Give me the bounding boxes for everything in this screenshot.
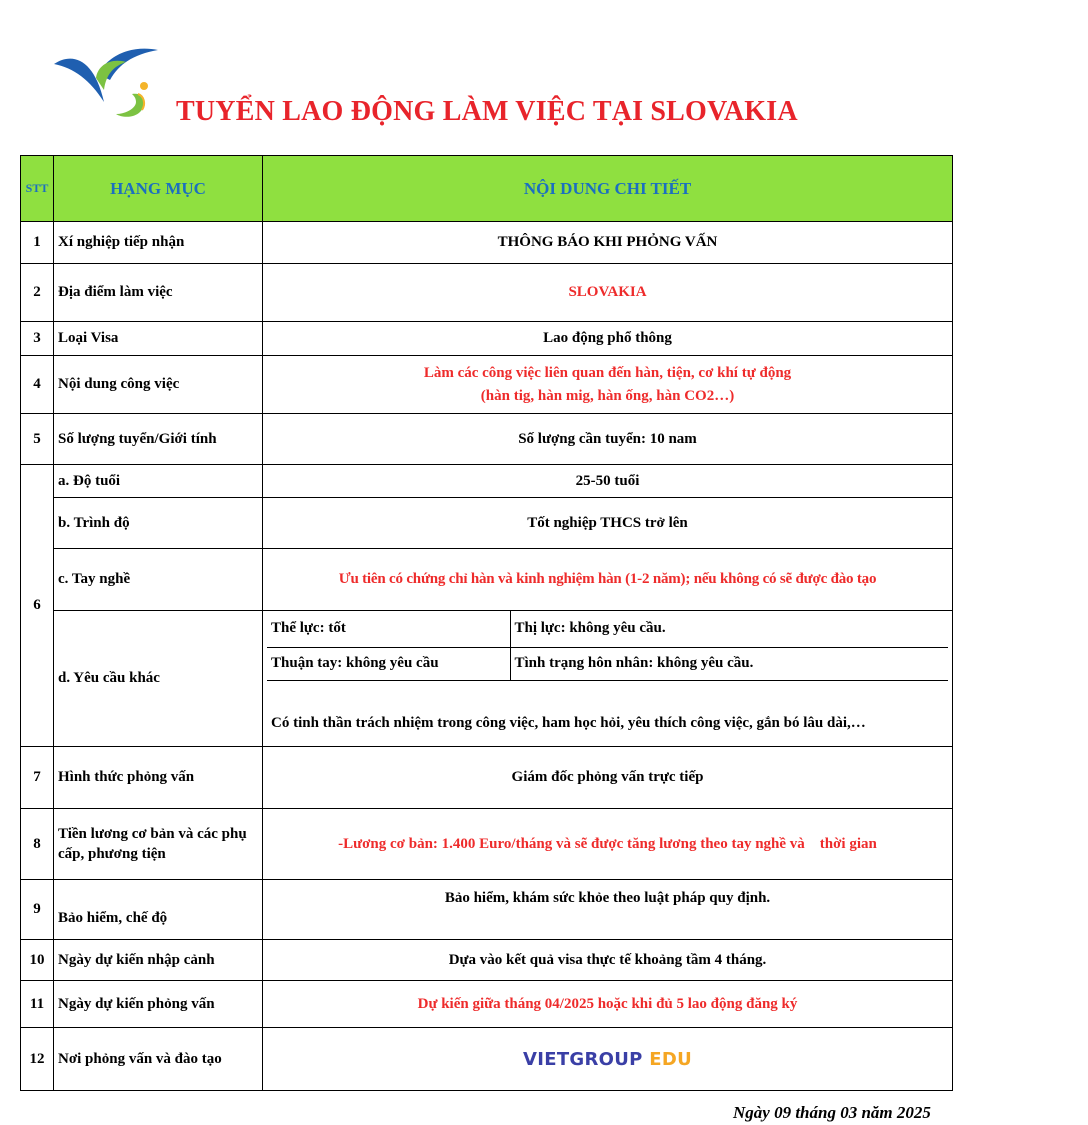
table-row <box>21 222 953 264</box>
table-row <box>21 498 953 549</box>
requirement-education-value: Tốt nghiệp THCS trở lên <box>263 498 953 549</box>
table-row <box>21 549 953 611</box>
row-number: 4 <box>21 356 54 414</box>
row-number: 6 <box>21 465 54 747</box>
logo-swoosh <box>116 94 145 117</box>
row-value: THÔNG BÁO KHI PHỎNG VẤN <box>263 222 953 264</box>
row-label: Nội dung công việc <box>54 356 263 414</box>
row-number: 12 <box>21 1028 54 1091</box>
row-number: 2 <box>21 264 54 322</box>
row-value <box>263 1028 953 1091</box>
row-value: Dự kiến giữa tháng 04/2025 hoặc khi đủ 5 lao động đăng ký <box>263 981 953 1028</box>
job-details-table <box>20 155 953 1091</box>
row-number: 8 <box>21 809 54 880</box>
requirement-other-detail <box>263 611 953 747</box>
row-number: 3 <box>21 322 54 356</box>
job-description-line-1: Làm các công việc liên quan đến hàn, tiện, cơ khí tự động <box>423 364 792 381</box>
table-row <box>21 465 953 498</box>
page-title: TUYỂN LAO ĐỘNG LÀM VIỆC TẠI SLOVAKIA <box>176 96 798 127</box>
table-header-row <box>21 156 953 222</box>
row-label: Tiền lương cơ bản và các phụ cấp, phương tiện <box>54 809 263 880</box>
requirement-attitude: Có tinh thần trách nhiệm trong công việc, ham học hỏi, yêu thích công việc, gắn bó lâu dài,… <box>271 714 866 731</box>
requirement-eyesight: Thị lực: không yêu cầu. <box>510 611 948 647</box>
row-number: 1 <box>21 222 54 264</box>
row-label: Nơi phỏng vấn và đào tạo <box>54 1028 263 1091</box>
brand-edu: EDU <box>649 1048 692 1070</box>
row-number: 11 <box>21 981 54 1028</box>
row-label: Hình thức phỏng vấn <box>54 747 263 809</box>
row-value: Bảo hiểm, khám sức khỏe theo luật pháp quy định. <box>263 880 953 940</box>
row-label: Loại Visa <box>54 322 263 356</box>
row-number: 7 <box>21 747 54 809</box>
row-number: 5 <box>21 414 54 465</box>
table-row <box>21 747 953 809</box>
row-value <box>263 356 953 414</box>
logo-dot <box>140 82 148 90</box>
table-row <box>21 1028 953 1091</box>
requirement-handedness: Thuận tay: không yêu cầu <box>267 647 510 680</box>
table-row <box>21 322 953 356</box>
row-value: Dựa vào kết quả visa thực tế khoảng tầm 4 tháng. <box>263 940 953 981</box>
table-row <box>21 414 953 465</box>
table-row <box>21 981 953 1028</box>
row-number: 9 <box>21 880 54 940</box>
row-label: Xí nghiệp tiếp nhận <box>54 222 263 264</box>
requirement-age-value: 25-50 tuổi <box>263 465 953 498</box>
header-category: HẠNG MỤC <box>54 156 263 222</box>
row-value: -Lương cơ bản: 1.400 Euro/tháng và sẽ được tăng lương theo tay nghề và thời gian <box>263 809 953 880</box>
requirement-education-label: b. Trình độ <box>54 498 263 549</box>
table-row <box>21 880 953 940</box>
row-label: Địa điểm làm việc <box>54 264 263 322</box>
requirement-age-label: a. Độ tuổi <box>54 465 263 498</box>
job-description-line-2: (hàn tig, hàn mig, hàn ống, hàn CO2…) <box>480 387 735 404</box>
row-label: Số lượng tuyển/Giới tính <box>54 414 263 465</box>
brand-vietgroup: VIETGROUP <box>523 1048 643 1070</box>
header-stt: STT <box>21 156 54 222</box>
row-label: Bảo hiểm, chế độ <box>54 880 263 940</box>
requirement-other-subtable <box>267 611 948 746</box>
company-logo <box>50 44 162 124</box>
table-row <box>21 940 953 981</box>
table-row <box>21 264 953 322</box>
row-label: Ngày dự kiến nhập cảnh <box>54 940 263 981</box>
requirement-fitness: Thể lực: tốt <box>267 611 510 647</box>
row-value: SLOVAKIA <box>263 264 953 322</box>
brand-logo-text <box>523 1049 692 1070</box>
document-date: Ngày 09 tháng 03 năm 2025 <box>733 1103 931 1122</box>
requirement-skill-value: Ưu tiên có chứng chỉ hàn và kinh nghiệm hàn (1-2 năm); nếu không có sẽ được đào tạo <box>263 549 953 611</box>
header-detail: NỘI DUNG CHI TIẾT <box>263 156 953 222</box>
table-row <box>21 356 953 414</box>
table-row <box>21 809 953 880</box>
requirement-marital: Tình trạng hôn nhân: không yêu cầu. <box>510 647 948 680</box>
requirement-other-label: d. Yêu cầu khác <box>54 611 263 747</box>
row-value: Lao động phổ thông <box>263 322 953 356</box>
row-value: Số lượng cần tuyển: 10 nam <box>263 414 953 465</box>
row-value: Giám đốc phỏng vấn trực tiếp <box>263 747 953 809</box>
logo-left-wing <box>54 59 104 102</box>
table-row <box>21 611 953 747</box>
row-number: 10 <box>21 940 54 981</box>
requirement-skill-label: c. Tay nghề <box>54 549 263 611</box>
row-label: Ngày dự kiến phỏng vấn <box>54 981 263 1028</box>
